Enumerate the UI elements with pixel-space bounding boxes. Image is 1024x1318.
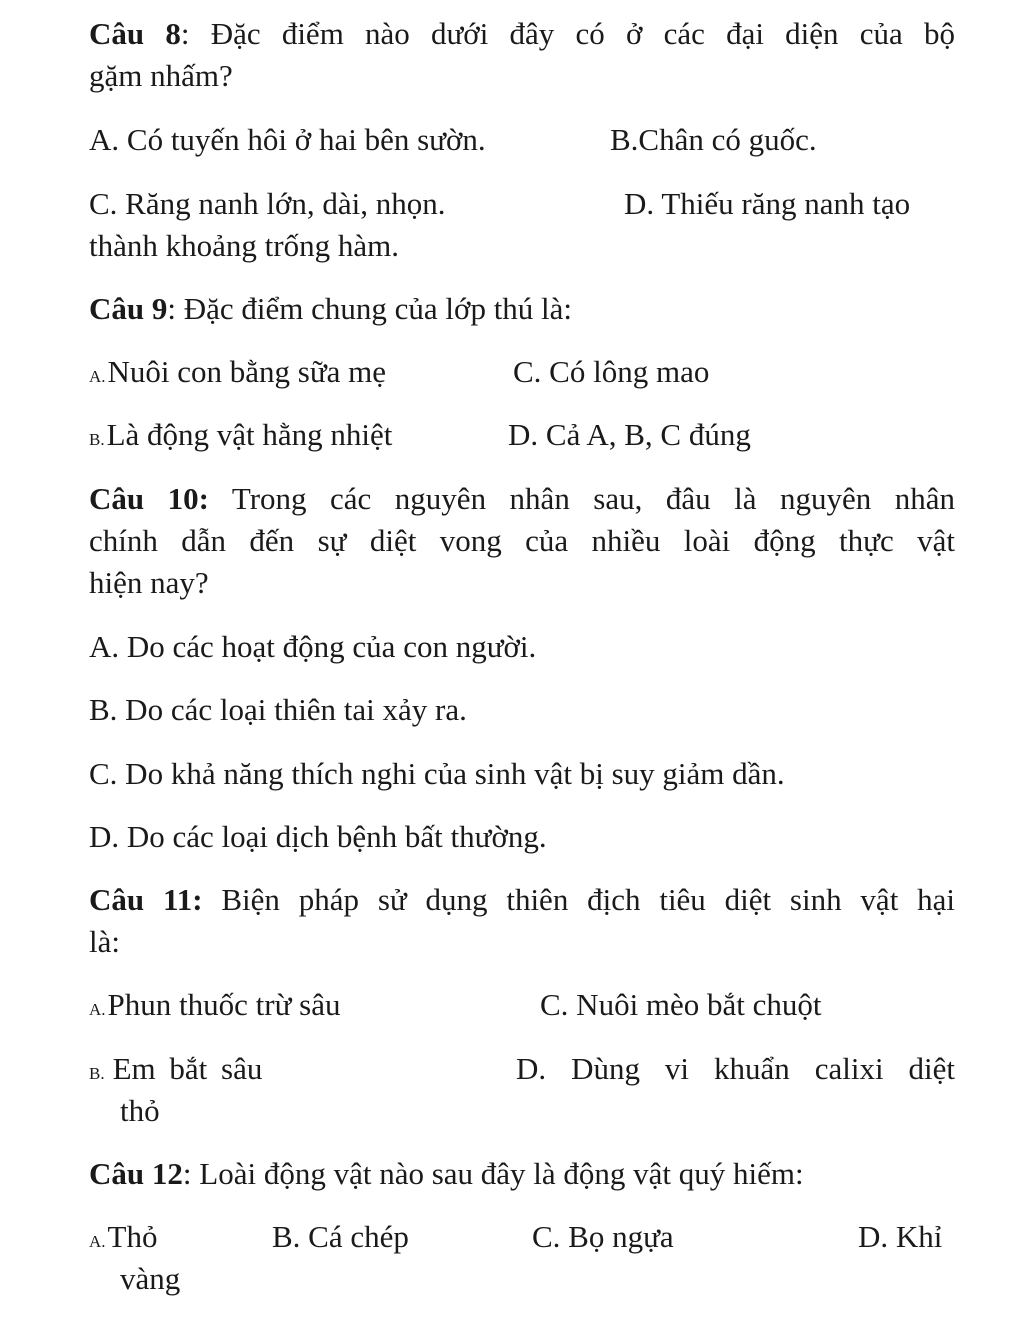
q9-stem: Câu 9: Đặc điểm chung của lớp thú là: [89, 291, 573, 326]
q8-option-d: D. Thiếu răng nanh tạo [624, 186, 911, 221]
q11-option-d-cont: thỏ [120, 1093, 160, 1128]
q10-stem-line3: hiện nay? [89, 565, 209, 600]
q10-stem-line2: chính dẫn đến sự diệt vong của nhiều loài động thực vật [89, 523, 955, 558]
q11-option-c: C. Nuôi mèo bắt chuột [540, 987, 822, 1022]
q10-option-a: A. Do các hoạt động của con người. [89, 629, 537, 664]
q10-option-b: B. Do các loại thiên tai xảy ra. [89, 692, 467, 727]
q8-stem-line2: gặm nhấm? [89, 58, 233, 93]
q9-option-c: C. Có lông mao [513, 354, 710, 389]
q10-option-c: C. Do khả năng thích nghi của sinh vật bị suy giảm dần. [89, 756, 785, 791]
q8-option-c: C. Răng nanh lớn, dài, nhọn. [89, 186, 446, 221]
q12-label: Câu 12 [89, 1156, 183, 1191]
q10-stem-line1: Câu 10: Trong các nguyên nhân sau, đâu là nguyên nhân [89, 481, 955, 516]
q9-option-d: D. Cả A, B, C đúng [508, 417, 751, 452]
q8-option-a: A. Có tuyến hôi ở hai bên sườn. [89, 122, 486, 157]
q11-option-a: A.Phun thuốc trừ sâu [89, 987, 341, 1022]
q8-option-b: B.Chân có guốc. [610, 122, 817, 157]
q11-stem-line2: là: [89, 924, 120, 959]
q12-stem: Câu 12: Loài động vật nào sau đây là động vật quý hiếm: [89, 1156, 804, 1191]
q12-option-c: C. Bọ ngựa [532, 1219, 674, 1254]
q9-label: Câu 9 [89, 291, 168, 326]
q9-option-b: B.Là động vật hằng nhiệt [89, 417, 393, 452]
q12-option-a: A.Thỏ [89, 1219, 158, 1254]
q8-label: Câu 8 [89, 16, 181, 51]
q8-stem-line1: Câu 8: Đặc điểm nào dưới đây có ở các đại diện của bộ [89, 16, 955, 51]
q8-option-d-cont: thành khoảng trống hàm. [89, 228, 399, 263]
q11-option-d: D. Dùng vi khuẩn calixi diệt [516, 1051, 955, 1086]
q11-option-b: B. Em bắt sâu [89, 1051, 263, 1086]
q9-option-a: A.Nuôi con bằng sữa mẹ [89, 354, 387, 389]
q10-label: Câu 10: [89, 481, 209, 516]
q12-option-d: D. Khỉ [858, 1219, 943, 1254]
q11-stem-line1: Câu 11: Biện pháp sử dụng thiên địch tiêu diệt sinh vật hại [89, 882, 955, 917]
q10-option-d: D. Do các loại dịch bệnh bất thường. [89, 819, 547, 854]
q11-label: Câu 11: [89, 882, 203, 917]
q12-option-a-cont: vàng [120, 1261, 181, 1296]
q12-option-b: B. Cá chép [272, 1219, 409, 1254]
